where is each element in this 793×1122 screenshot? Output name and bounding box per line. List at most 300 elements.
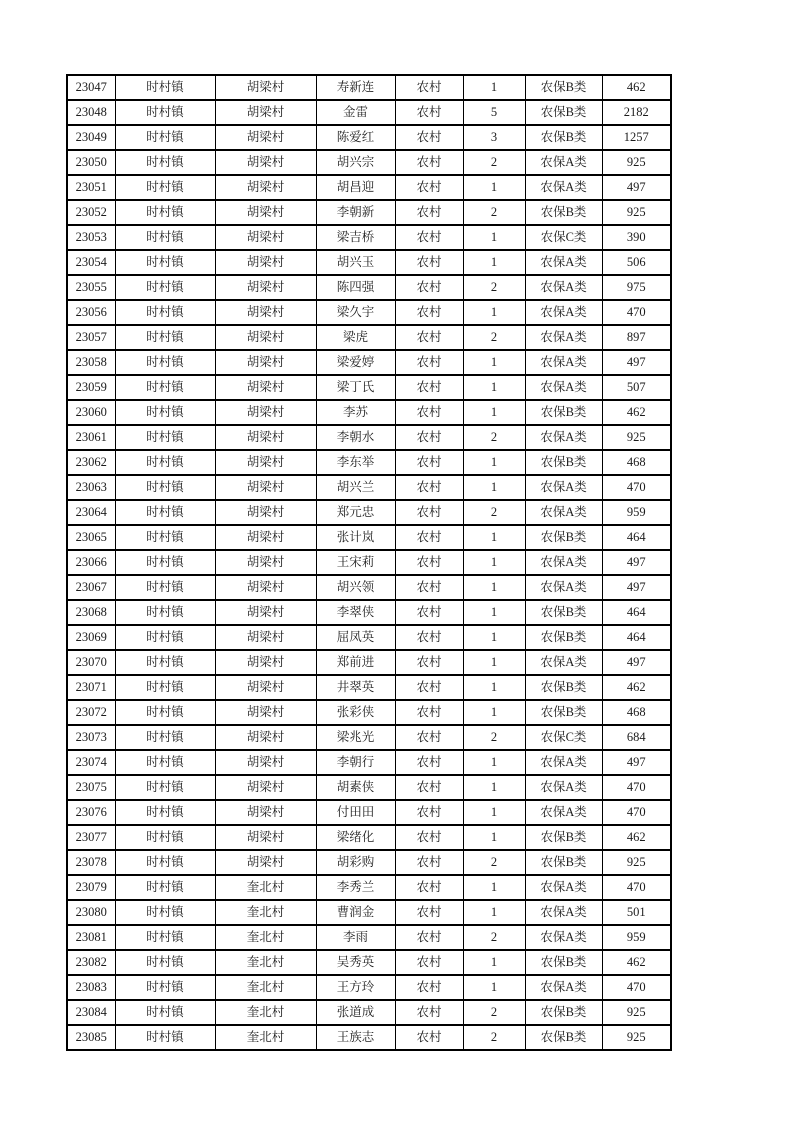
cell-amount: 2182 [602,100,671,125]
cell-village: 奎北村 [215,925,316,950]
cell-village: 胡梁村 [215,100,316,125]
cell-insurance-category: 农保A类 [525,250,602,275]
cell-town: 时村镇 [115,275,215,300]
cell-insurance-category: 农保B类 [525,200,602,225]
cell-village: 奎北村 [215,1025,316,1050]
cell-id: 23068 [67,600,115,625]
cell-village: 胡梁村 [215,800,316,825]
cell-person-name: 胡兴兰 [316,475,395,500]
cell-insurance-category: 农保B类 [525,700,602,725]
cell-residence-type: 农村 [395,1000,463,1025]
cell-id: 23083 [67,975,115,1000]
cell-residence-type: 农村 [395,675,463,700]
cell-residence-type: 农村 [395,850,463,875]
cell-insurance-category: 农保B类 [525,450,602,475]
cell-amount: 925 [602,850,671,875]
cell-residence-type: 农村 [395,500,463,525]
cell-person-count: 1 [463,575,525,600]
cell-village: 胡梁村 [215,625,316,650]
cell-insurance-category: 农保C类 [525,225,602,250]
cell-village: 胡梁村 [215,300,316,325]
cell-town: 时村镇 [115,550,215,575]
table-row [67,575,671,600]
table-row [67,375,671,400]
cell-amount: 470 [602,775,671,800]
cell-town: 时村镇 [115,425,215,450]
cell-residence-type: 农村 [395,200,463,225]
table-row [67,1025,671,1050]
cell-residence-type: 农村 [395,450,463,475]
cell-id: 23056 [67,300,115,325]
cell-village: 胡梁村 [215,500,316,525]
cell-amount: 1257 [602,125,671,150]
cell-insurance-category: 农保A类 [525,925,602,950]
cell-amount: 468 [602,450,671,475]
cell-id: 23061 [67,425,115,450]
cell-town: 时村镇 [115,100,215,125]
cell-village: 奎北村 [215,950,316,975]
cell-amount: 497 [602,350,671,375]
cell-person-name: 屈凤英 [316,625,395,650]
cell-person-count: 2 [463,1025,525,1050]
cell-amount: 959 [602,500,671,525]
cell-insurance-category: 农保A类 [525,475,602,500]
table-row [67,525,671,550]
cell-residence-type: 农村 [395,225,463,250]
cell-id: 23074 [67,750,115,775]
cell-person-name: 李翠侠 [316,600,395,625]
cell-village: 胡梁村 [215,550,316,575]
cell-id: 23057 [67,325,115,350]
cell-town: 时村镇 [115,625,215,650]
cell-amount: 464 [602,525,671,550]
cell-town: 时村镇 [115,975,215,1000]
cell-person-count: 2 [463,725,525,750]
cell-id: 23051 [67,175,115,200]
cell-residence-type: 农村 [395,775,463,800]
table-row [67,775,671,800]
cell-town: 时村镇 [115,350,215,375]
table-row [67,350,671,375]
cell-town: 时村镇 [115,150,215,175]
cell-town: 时村镇 [115,1025,215,1050]
cell-town: 时村镇 [115,800,215,825]
cell-person-name: 曹润金 [316,900,395,925]
cell-amount: 497 [602,175,671,200]
cell-person-name: 梁爱婷 [316,350,395,375]
cell-id: 23071 [67,675,115,700]
cell-insurance-category: 农保B类 [525,850,602,875]
cell-person-name: 梁久宇 [316,300,395,325]
cell-id: 23077 [67,825,115,850]
cell-person-count: 1 [463,900,525,925]
cell-id: 23066 [67,550,115,575]
cell-insurance-category: 农保C类 [525,725,602,750]
cell-id: 23080 [67,900,115,925]
cell-insurance-category: 农保B类 [525,525,602,550]
table-row [67,975,671,1000]
cell-person-name: 梁绪化 [316,825,395,850]
cell-person-count: 1 [463,350,525,375]
cell-person-name: 梁丁氏 [316,375,395,400]
table-row [67,300,671,325]
table-row [67,825,671,850]
cell-town: 时村镇 [115,950,215,975]
cell-village: 胡梁村 [215,525,316,550]
cell-insurance-category: 农保A类 [525,350,602,375]
cell-person-name: 李朝新 [316,200,395,225]
cell-person-name: 王方玲 [316,975,395,1000]
cell-person-count: 1 [463,600,525,625]
cell-town: 时村镇 [115,675,215,700]
cell-village: 胡梁村 [215,575,316,600]
cell-town: 时村镇 [115,600,215,625]
cell-insurance-category: 农保B类 [525,675,602,700]
cell-village: 胡梁村 [215,275,316,300]
cell-person-count: 1 [463,650,525,675]
cell-village: 胡梁村 [215,450,316,475]
cell-person-count: 1 [463,775,525,800]
cell-person-name: 胡昌迎 [316,175,395,200]
cell-person-count: 1 [463,800,525,825]
cell-insurance-category: 农保A类 [525,550,602,575]
cell-town: 时村镇 [115,450,215,475]
cell-town: 时村镇 [115,875,215,900]
cell-town: 时村镇 [115,400,215,425]
cell-person-name: 吴秀英 [316,950,395,975]
cell-person-name: 胡兴领 [316,575,395,600]
cell-town: 时村镇 [115,175,215,200]
cell-id: 23059 [67,375,115,400]
cell-person-count: 5 [463,100,525,125]
cell-id: 23050 [67,150,115,175]
cell-village: 胡梁村 [215,650,316,675]
cell-amount: 497 [602,575,671,600]
cell-person-name: 金雷 [316,100,395,125]
cell-village: 胡梁村 [215,850,316,875]
cell-person-name: 张计岚 [316,525,395,550]
cell-person-count: 2 [463,275,525,300]
cell-person-count: 2 [463,325,525,350]
table-row [67,725,671,750]
cell-person-name: 梁虎 [316,325,395,350]
cell-person-name: 胡兴宗 [316,150,395,175]
cell-residence-type: 农村 [395,125,463,150]
cell-person-name: 陈爱红 [316,125,395,150]
cell-town: 时村镇 [115,650,215,675]
cell-amount: 925 [602,425,671,450]
cell-id: 23055 [67,275,115,300]
cell-town: 时村镇 [115,1000,215,1025]
cell-amount: 506 [602,250,671,275]
cell-residence-type: 农村 [395,925,463,950]
table-row [67,675,671,700]
cell-person-name: 李东举 [316,450,395,475]
cell-insurance-category: 农保B类 [525,400,602,425]
cell-residence-type: 农村 [395,950,463,975]
cell-id: 23049 [67,125,115,150]
cell-person-name: 王族志 [316,1025,395,1050]
records-table [66,74,672,1051]
cell-id: 23052 [67,200,115,225]
table-row [67,850,671,875]
table-row [67,600,671,625]
cell-amount: 497 [602,650,671,675]
cell-person-count: 1 [463,750,525,775]
cell-amount: 959 [602,925,671,950]
cell-amount: 975 [602,275,671,300]
table-row [67,700,671,725]
cell-village: 胡梁村 [215,375,316,400]
table-row [67,175,671,200]
cell-insurance-category: 农保A类 [525,650,602,675]
table-row [67,625,671,650]
table-row [67,550,671,575]
cell-amount: 462 [602,675,671,700]
cell-village: 胡梁村 [215,75,316,100]
cell-residence-type: 农村 [395,575,463,600]
cell-insurance-category: 农保B类 [525,825,602,850]
cell-residence-type: 农村 [395,75,463,100]
cell-person-count: 1 [463,625,525,650]
cell-id: 23064 [67,500,115,525]
cell-residence-type: 农村 [395,550,463,575]
cell-person-count: 2 [463,925,525,950]
cell-person-count: 2 [463,1000,525,1025]
cell-person-name: 郑前进 [316,650,395,675]
cell-amount: 470 [602,975,671,1000]
cell-residence-type: 农村 [395,650,463,675]
cell-amount: 897 [602,325,671,350]
cell-village: 胡梁村 [215,225,316,250]
cell-id: 23084 [67,1000,115,1025]
cell-town: 时村镇 [115,700,215,725]
cell-village: 胡梁村 [215,425,316,450]
cell-insurance-category: 农保A类 [525,975,602,1000]
cell-insurance-category: 农保A类 [525,875,602,900]
cell-insurance-category: 农保A类 [525,750,602,775]
cell-insurance-category: 农保B类 [525,100,602,125]
cell-person-name: 李朝水 [316,425,395,450]
cell-insurance-category: 农保B类 [525,600,602,625]
table-row [67,425,671,450]
cell-id: 23053 [67,225,115,250]
cell-person-count: 1 [463,550,525,575]
cell-person-count: 1 [463,700,525,725]
cell-insurance-category: 农保B类 [525,75,602,100]
cell-amount: 462 [602,825,671,850]
cell-amount: 925 [602,1000,671,1025]
table-row [67,200,671,225]
cell-person-name: 付田田 [316,800,395,825]
cell-id: 23075 [67,775,115,800]
cell-residence-type: 农村 [395,875,463,900]
cell-insurance-category: 农保B类 [525,1000,602,1025]
cell-residence-type: 农村 [395,400,463,425]
table-row [67,800,671,825]
cell-residence-type: 农村 [395,900,463,925]
cell-insurance-category: 农保A类 [525,325,602,350]
cell-person-name: 王宋莉 [316,550,395,575]
table-row [67,875,671,900]
cell-insurance-category: 农保A类 [525,775,602,800]
table-row [67,150,671,175]
cell-insurance-category: 农保A类 [525,375,602,400]
table-row [67,275,671,300]
cell-town: 时村镇 [115,225,215,250]
cell-person-name: 李雨 [316,925,395,950]
table-row [67,325,671,350]
cell-id: 23054 [67,250,115,275]
cell-residence-type: 农村 [395,275,463,300]
cell-residence-type: 农村 [395,725,463,750]
cell-village: 胡梁村 [215,400,316,425]
cell-town: 时村镇 [115,850,215,875]
cell-village: 胡梁村 [215,250,316,275]
cell-village: 奎北村 [215,900,316,925]
cell-person-name: 胡彩购 [316,850,395,875]
cell-person-count: 2 [463,425,525,450]
cell-village: 胡梁村 [215,750,316,775]
cell-person-count: 1 [463,300,525,325]
cell-amount: 462 [602,75,671,100]
table-row [67,750,671,775]
cell-village: 胡梁村 [215,350,316,375]
cell-id: 23076 [67,800,115,825]
cell-amount: 925 [602,150,671,175]
cell-id: 23078 [67,850,115,875]
cell-person-count: 1 [463,825,525,850]
cell-residence-type: 农村 [395,350,463,375]
cell-town: 时村镇 [115,125,215,150]
cell-residence-type: 农村 [395,700,463,725]
cell-town: 时村镇 [115,250,215,275]
cell-residence-type: 农村 [395,325,463,350]
cell-town: 时村镇 [115,475,215,500]
cell-amount: 507 [602,375,671,400]
cell-residence-type: 农村 [395,475,463,500]
cell-person-name: 寿新连 [316,75,395,100]
cell-id: 23058 [67,350,115,375]
cell-residence-type: 农村 [395,100,463,125]
cell-person-name: 李秀兰 [316,875,395,900]
table-row [67,225,671,250]
cell-residence-type: 农村 [395,1025,463,1050]
cell-residence-type: 农村 [395,600,463,625]
cell-residence-type: 农村 [395,975,463,1000]
cell-amount: 684 [602,725,671,750]
cell-person-count: 1 [463,475,525,500]
table-row [67,100,671,125]
cell-amount: 390 [602,225,671,250]
cell-person-count: 2 [463,200,525,225]
cell-id: 23060 [67,400,115,425]
cell-village: 胡梁村 [215,150,316,175]
cell-insurance-category: 农保A类 [525,900,602,925]
table-row [67,1000,671,1025]
cell-town: 时村镇 [115,925,215,950]
cell-amount: 468 [602,700,671,725]
cell-amount: 470 [602,300,671,325]
table-row [67,250,671,275]
table-row [67,650,671,675]
cell-amount: 470 [602,475,671,500]
cell-person-count: 1 [463,250,525,275]
cell-town: 时村镇 [115,825,215,850]
cell-id: 23062 [67,450,115,475]
cell-town: 时村镇 [115,725,215,750]
cell-town: 时村镇 [115,325,215,350]
cell-insurance-category: 农保A类 [525,575,602,600]
table-row [67,500,671,525]
cell-amount: 464 [602,625,671,650]
cell-village: 胡梁村 [215,125,316,150]
table-row [67,75,671,100]
cell-insurance-category: 农保A类 [525,150,602,175]
cell-insurance-category: 农保A类 [525,300,602,325]
cell-insurance-category: 农保B类 [525,125,602,150]
cell-amount: 462 [602,950,671,975]
cell-village: 奎北村 [215,975,316,1000]
cell-person-count: 2 [463,500,525,525]
cell-town: 时村镇 [115,500,215,525]
cell-residence-type: 农村 [395,425,463,450]
cell-town: 时村镇 [115,75,215,100]
cell-person-count: 1 [463,225,525,250]
cell-person-name: 胡素侠 [316,775,395,800]
cell-residence-type: 农村 [395,625,463,650]
cell-id: 23065 [67,525,115,550]
cell-person-name: 郑元忠 [316,500,395,525]
cell-village: 奎北村 [215,1000,316,1025]
cell-person-count: 1 [463,375,525,400]
cell-village: 奎北村 [215,875,316,900]
cell-person-name: 梁兆光 [316,725,395,750]
cell-residence-type: 农村 [395,150,463,175]
cell-town: 时村镇 [115,200,215,225]
cell-person-count: 1 [463,875,525,900]
cell-id: 23085 [67,1025,115,1050]
cell-person-count: 1 [463,175,525,200]
cell-village: 胡梁村 [215,175,316,200]
table-row [67,450,671,475]
cell-amount: 497 [602,550,671,575]
cell-village: 胡梁村 [215,675,316,700]
cell-insurance-category: 农保B类 [525,625,602,650]
cell-id: 23067 [67,575,115,600]
cell-residence-type: 农村 [395,525,463,550]
cell-person-count: 2 [463,150,525,175]
table-row [67,925,671,950]
cell-person-name: 张彩侠 [316,700,395,725]
cell-town: 时村镇 [115,300,215,325]
cell-person-count: 1 [463,525,525,550]
cell-person-count: 1 [463,950,525,975]
cell-amount: 464 [602,600,671,625]
cell-town: 时村镇 [115,900,215,925]
cell-id: 23072 [67,700,115,725]
cell-insurance-category: 农保A类 [525,800,602,825]
cell-person-count: 2 [463,850,525,875]
cell-id: 23079 [67,875,115,900]
cell-insurance-category: 农保B类 [525,1025,602,1050]
cell-person-count: 3 [463,125,525,150]
cell-amount: 470 [602,875,671,900]
cell-amount: 497 [602,750,671,775]
cell-id: 23070 [67,650,115,675]
cell-residence-type: 农村 [395,175,463,200]
cell-village: 胡梁村 [215,475,316,500]
